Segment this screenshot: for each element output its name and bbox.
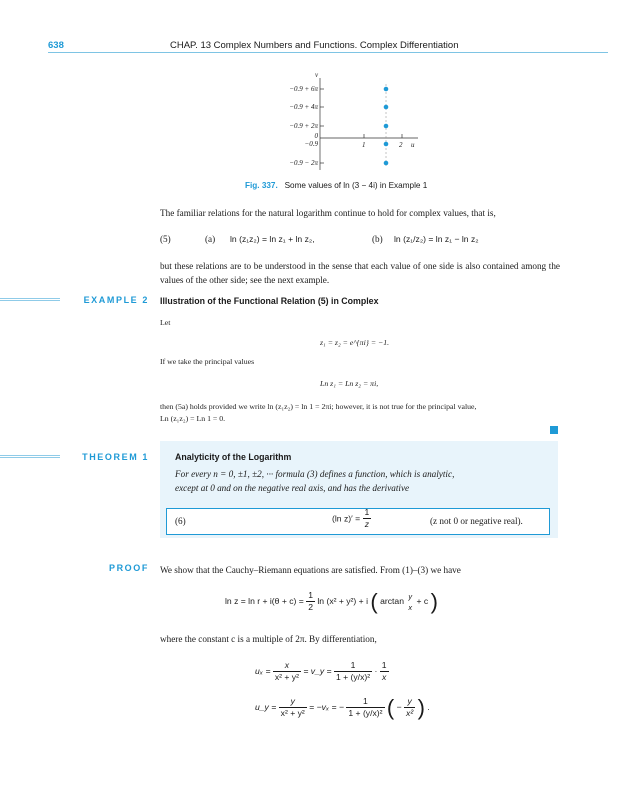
ux-frac-1 (273, 660, 301, 683)
value-point (384, 105, 389, 110)
theorem-equation (332, 507, 371, 530)
uy-frac-1 (279, 696, 307, 719)
value-point (384, 142, 389, 147)
proof-label: PROOF (108, 563, 149, 573)
uy-num3: y (404, 696, 415, 708)
tick-label: −0.9 + 4π (289, 103, 318, 111)
tick-label: −0.9 + 6π (289, 85, 318, 93)
theorem-eq-num: 1 (364, 507, 370, 517)
page-number: 638 (48, 40, 64, 51)
ux-frac-3 (380, 660, 389, 683)
caption-label: Fig. 337. (245, 181, 278, 190)
example-principal: If we take the principal values (160, 357, 255, 366)
value-point (384, 87, 389, 92)
intro-text: The familiar relations for the natural logarithm continue to hold for complex values, that is, (160, 208, 496, 218)
ux-den2: 1 + (y/x)² (335, 672, 371, 682)
uy-den3: x² (406, 708, 414, 718)
uy-den2: 1 + (y/x)² (348, 708, 383, 718)
uy-end: . (427, 702, 430, 712)
frac-x: x (408, 602, 413, 612)
theorem-fraction (363, 507, 372, 530)
uy-lhs: u_y = (255, 702, 277, 712)
end-of-example-mark (550, 426, 558, 434)
uy-neg: − (396, 702, 402, 712)
example-title: Illustration of the Functional Relation (5) in Complex (160, 296, 379, 306)
uy-num2: 1 (346, 696, 384, 708)
theorem-line-1: For every n = 0, ±1, ±2, ··· formula (3) defines a function, which is analytic, (175, 469, 455, 479)
ux-equation (255, 660, 389, 683)
uy-frac-3 (404, 696, 415, 719)
tick-label: −0.9 − 2π (289, 159, 318, 167)
half-num: 1 (308, 590, 313, 600)
caption-text: Some values of ln (3 − 4i) in Example 1 (284, 181, 428, 190)
axis-label-v: v (315, 71, 319, 79)
eq-b-label: (b) (372, 234, 383, 244)
value-point (384, 124, 389, 129)
plus-c: + c (416, 596, 429, 606)
intro-after: but these relations are to be understood in the sense that each value of one side is also contained among the values of the other side; see the next example. (160, 261, 560, 285)
theorem-line-2: except at 0 and on the negative real axis, and has the derivative (175, 483, 410, 493)
ux-mid: = v_y = (303, 666, 332, 676)
arctan-text: arctan (380, 596, 404, 606)
axis-label-u: u (411, 141, 415, 149)
proof-main-equation (225, 590, 438, 613)
uy-frac-2 (346, 696, 384, 719)
ux-num: x (273, 660, 301, 672)
ux-num2: 1 (334, 660, 372, 672)
eq-number: (5) (160, 234, 171, 244)
theorem-eq-den: z (364, 519, 370, 529)
uy-mid: = −vₓ = − (309, 702, 344, 712)
header-rule (48, 52, 608, 53)
tick-label: −0.9 (304, 140, 318, 148)
example-then-2: Ln (z₁z₂) = Ln 1 = 0. (160, 414, 226, 423)
uy-left-paren: ( (386, 695, 395, 720)
theorem-title: Analyticity of the Logarithm (175, 452, 292, 462)
theorem-eq-cond: (z not 0 or negative real). (430, 516, 523, 526)
uy-num: y (279, 696, 307, 708)
ux-frac-2 (334, 660, 372, 683)
example-label: EXAMPLE 2 (83, 295, 149, 305)
running-title: CHAP. 13 Complex Numbers and Functions. Complex Differentiation (170, 40, 459, 51)
left-paren: ( (370, 589, 378, 614)
ux-lhs: uₓ = (255, 666, 271, 676)
frac-y: y (408, 591, 413, 601)
example-let: Let (160, 318, 171, 327)
theorem-eq-number: (6) (175, 516, 186, 526)
proof-intro: We show that the Cauchy–Riemann equations are satisfied. From (1)–(3) we have (160, 565, 461, 575)
tick-label: 0 (314, 132, 318, 140)
tick-label: 1 (362, 141, 366, 149)
figure-caption (245, 181, 427, 190)
ux-dot: · (374, 666, 378, 676)
eq-a-label: (a) (205, 234, 216, 244)
tick-label: −0.9 + 2π (289, 122, 318, 130)
y-over-x (406, 591, 414, 613)
theorem-eq-lhs: (ln z)′ = (332, 513, 363, 524)
half-fraction (306, 590, 315, 613)
value-point (384, 161, 389, 166)
proof-eq-lhs: ln z = ln r + i(θ + c) = (225, 596, 307, 606)
half-den: 2 (308, 602, 313, 612)
eq-a: ln (z₁z₂) = ln z₁ + ln z₂, (230, 234, 315, 244)
proof-eq-mid: ln (x² + y²) + i (317, 596, 368, 606)
uy-right-paren: ) (417, 695, 425, 720)
eq-b: ln (z₁/z₂) = ln z₁ − ln z₂ (394, 234, 479, 244)
theorem-label: THEOREM 1 (82, 452, 149, 462)
uy-den: x² + y² (280, 708, 305, 718)
uy-equation (255, 696, 430, 719)
ux-num3: 1 (381, 660, 387, 670)
example-eq1: z₁ = z₂ = e^{πi} = −1. (320, 338, 390, 347)
example-eq2: Ln z₁ = Ln z₂ = πi, (320, 379, 379, 388)
ux-den: x² + y² (274, 672, 299, 682)
ux-den3: x (381, 672, 387, 682)
tick-label: 2 (399, 141, 403, 149)
proof-where: where the constant c is a multiple of 2π. By differentiation, (160, 634, 377, 644)
right-paren: ) (430, 589, 438, 614)
example-then-1: then (5a) holds provided we write ln (z₁z₂) = ln 1 = 2πi; however, it is not true for the principal value, (160, 402, 477, 411)
